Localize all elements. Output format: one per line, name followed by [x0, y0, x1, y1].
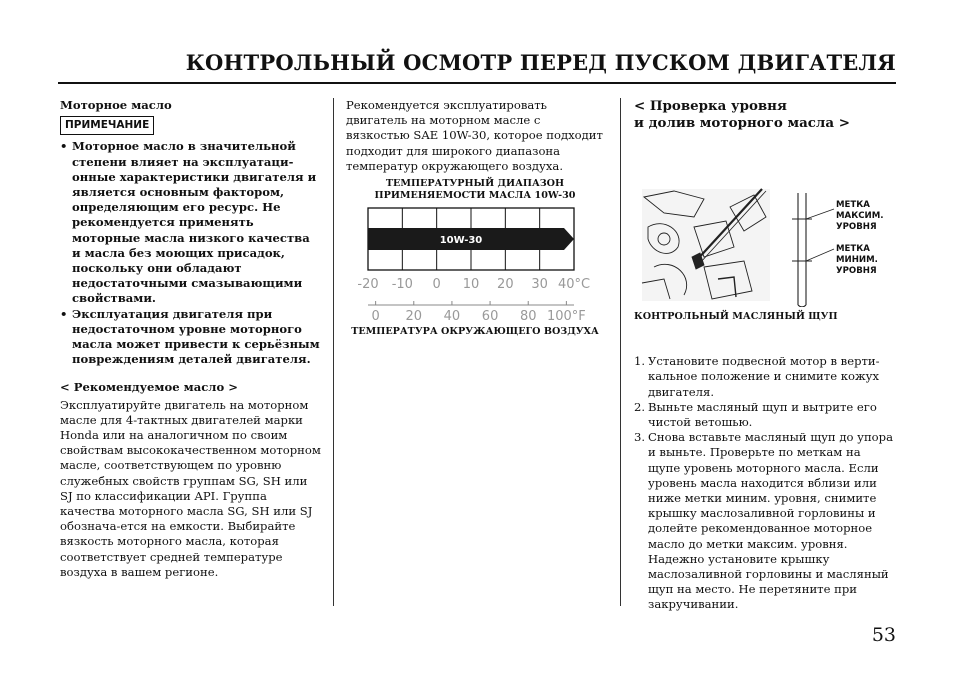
max-mark-label: МЕТКА	[836, 200, 870, 210]
column-divider	[620, 98, 621, 606]
oil-check-title-line1: < Проверка уровня	[634, 98, 787, 114]
oil-check-title-line2: и долив моторного масла >	[634, 115, 850, 131]
step-item	[634, 430, 896, 612]
min-mark-label: УРОВНЯ	[836, 266, 877, 276]
step-number: 1.	[634, 354, 646, 369]
min-mark-label: МИНИМ.	[836, 255, 878, 265]
recommended-oil-heading: < Рекомендуемое масло >	[60, 380, 238, 395]
note-badge: ПРИМЕЧАНИЕ	[60, 116, 154, 135]
chart-title-line1: ТЕМПЕРАТУРНЫЙ ДИАПАЗОН	[385, 178, 565, 190]
note-bullet: • Моторное масло в значительной степени влияет на эксплуатаци-онные характеристики двигателя и является основным фактором, определяющим его ресурс. Не рекомендуется применять моторные масла низкого качества и масла без моющих присадок, поскольку они обладают недостаточными смазывающими свойствами.	[72, 139, 322, 306]
column-viscosity	[346, 98, 604, 338]
note-bullet: • Эксплуатация двигателя при недостаточном уровне моторного масла может привести к серьёзным повреждениям деталей двигателя.	[72, 307, 322, 368]
step-text: Снова вставьте масляный щуп до упора и выньте. Проверьте по меткам на щупе уровень моторного масла. Если уровень масла находится вблизи или ниже метки миним. уровня, снимите крышку маслозаливной горловины и долейте рекомендованное моторное масло до метки максим. уровня. Надежно установите крышку маслозаливной горловины и масляный щуп на место. Не перетяните при закручивании.	[648, 430, 893, 612]
page-number: 53	[871, 624, 896, 646]
bar-label: 10W-30	[439, 235, 483, 247]
chart-title-line2: ПРИМЕНЯЕМОСТИ МАСЛА 10W-30	[374, 190, 576, 202]
step-item	[634, 354, 896, 400]
dipstick-caption: КОНТРОЛЬНЫЙ МАСЛЯНЫЙ ЩУП	[634, 311, 838, 322]
section-heading: Моторное масло	[60, 98, 172, 112]
column-divider	[333, 98, 334, 606]
temperature-chart	[346, 206, 604, 326]
min-mark-label: МЕТКА	[836, 244, 870, 254]
column-oil-check	[634, 98, 896, 613]
column-engine-oil	[60, 98, 322, 580]
fahrenheit-tick-label: 60	[481, 309, 499, 325]
step-number: 2.	[634, 399, 646, 414]
oil-check-steps	[634, 354, 896, 612]
fahrenheit-tick-label: 40	[443, 309, 461, 325]
celsius-tick-label: -20	[357, 277, 379, 293]
dipstick-detail	[792, 193, 834, 307]
max-mark-label: МАКСИМ.	[836, 211, 884, 221]
celsius-tick-label: -10	[391, 277, 413, 293]
fahrenheit-tick-label: 20	[405, 309, 423, 325]
viscosity-text: Рекомендуется эксплуатировать двигатель на моторном масле с вязкостью SAE 10W-30, которое подходит подходит для широкого диапазона температур окружающего воздуха.	[346, 98, 603, 173]
max-mark-label: УРОВНЯ	[836, 222, 877, 232]
celsius-tick-label: 10	[462, 277, 480, 293]
title-rule	[58, 82, 896, 84]
chart-xlabel: ТЕМПЕРАТУРА ОКРУЖАЮЩЕГО ВОЗДУХА	[351, 326, 599, 338]
celsius-tick-label: 40°C	[557, 277, 591, 293]
step-text: Установите подвесной мотор в верти-кальное положение и снимите кожух двигателя.	[648, 354, 880, 399]
celsius-tick-label: 30	[531, 277, 548, 293]
step-item	[634, 400, 896, 430]
note-list	[60, 139, 322, 367]
engine-drawing	[642, 189, 770, 301]
celsius-tick-label: 0	[432, 277, 441, 293]
fahrenheit-tick-label: 100°F	[546, 309, 586, 325]
fahrenheit-tick-label: 0	[371, 309, 380, 325]
recommended-oil-text: Эксплуатируйте двигатель на моторном масле для 4-тактных двигателей марки Honda или на аналогичном по своим свойствам высококачественном моторном масле, соответствующем по уровню служебных свойств группам SG, SH или SJ по классификации API. Группа качества моторного масла SG, SH или SJ обознача-ется на емкости. Выбирайте вязкость моторного масла, которая соответствует средней температуре воздуха в вашем регионе.	[60, 397, 321, 579]
fahrenheit-tick-label: 80	[519, 309, 537, 325]
dipstick-illustration	[634, 187, 896, 307]
step-text: Выньте масляный щуп и вытрите его чистой ветошью.	[648, 399, 877, 430]
step-number: 3.	[634, 430, 646, 445]
celsius-tick-label: 20	[497, 277, 514, 293]
page-title: КОНТРОЛЬНЫЙ ОСМОТР ПЕРЕД ПУСКОМ ДВИГАТЕЛЯ	[185, 50, 896, 75]
